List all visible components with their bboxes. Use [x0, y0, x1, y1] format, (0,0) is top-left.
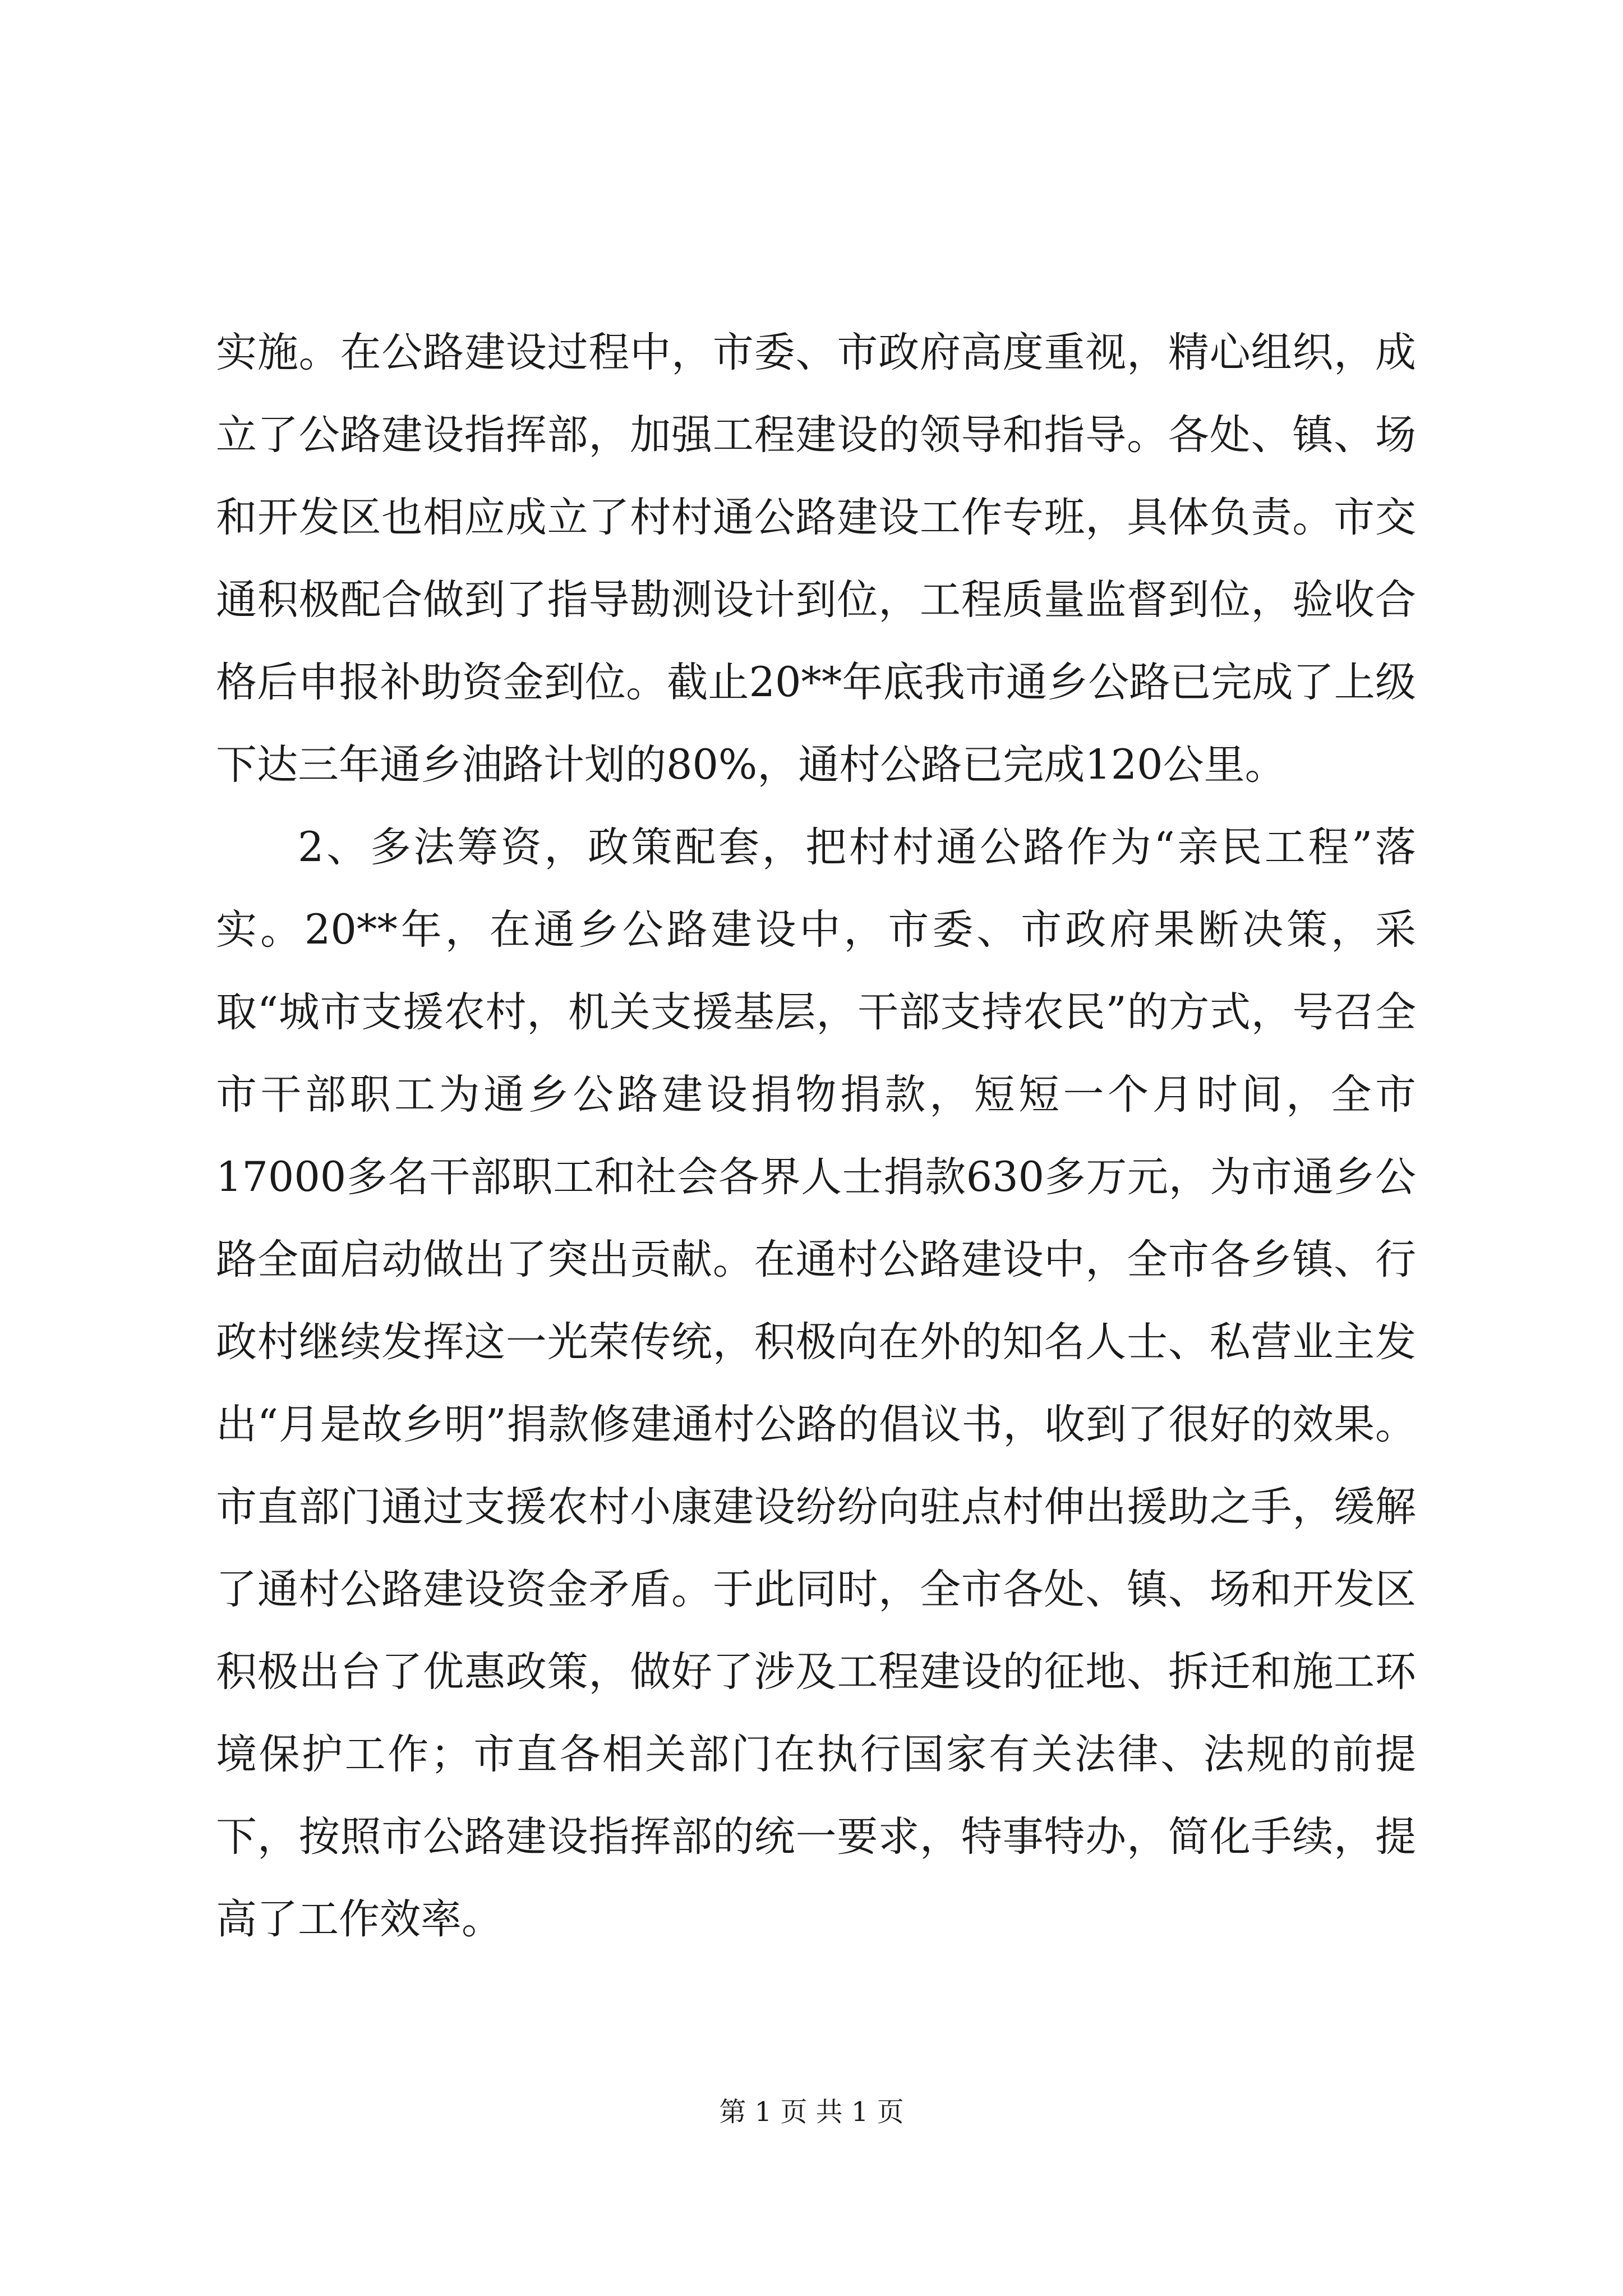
document-body: [216, 311, 1416, 1961]
paragraph-item-2: 2、多法筹资，政策配套，把村村通公路作为“亲民工程”落实。20**年，在通乡公路建设中，市委、市政府果断决策，采取“城市支援农村，机关支援基层，干部支持农民”的方式，号召全市干部职工为通乡公路建设捐物捐款，短短一个月时间，全市17000多名干部职工和社会各界人士捐款630多万元，为市通乡公路全面启动做出了突出贡献。在通村公路建设中，全市各乡镇、行政村继续发挥这一光荣传统，积极向在外的知名人士、私营业主发出“月是故乡明”捐款修建通村公路的倡议书，收到了很好的效果。市直部门通过支援农村小康建设纷纷向驻点村伸出援助之手，缓解了通村公路建设资金矛盾。于此同时，全市各处、镇、场和开发区积极出台了优惠政策，做好了涉及工程建设的征地、拆迁和施工环境保护工作；市直各相关部门在执行国家有关法律、法规的前提下，按照市公路建设指挥部的统一要求，特事特办，简化手续，提高了工作效率。: [216, 823, 1416, 1943]
paragraph-continuation: 实施。在公路建设过程中，市委、市政府高度重视，精心组织，成立了公路建设指挥部，加强工程建设的领导和指导。各处、镇、场和开发区也相应成立了村村通公路建设工作专班，具体负责。市交通积极配合做到了指导勘测设计到位，工程质量监督到位，验收合格后申报补助资金到位。截止20**年底我市通乡公路已完成了上级下达三年通乡油路计划的80%，通村公路已完成120公里。: [216, 329, 1416, 789]
page-footer: 第 1 页 共 1 页: [719, 2096, 904, 2128]
